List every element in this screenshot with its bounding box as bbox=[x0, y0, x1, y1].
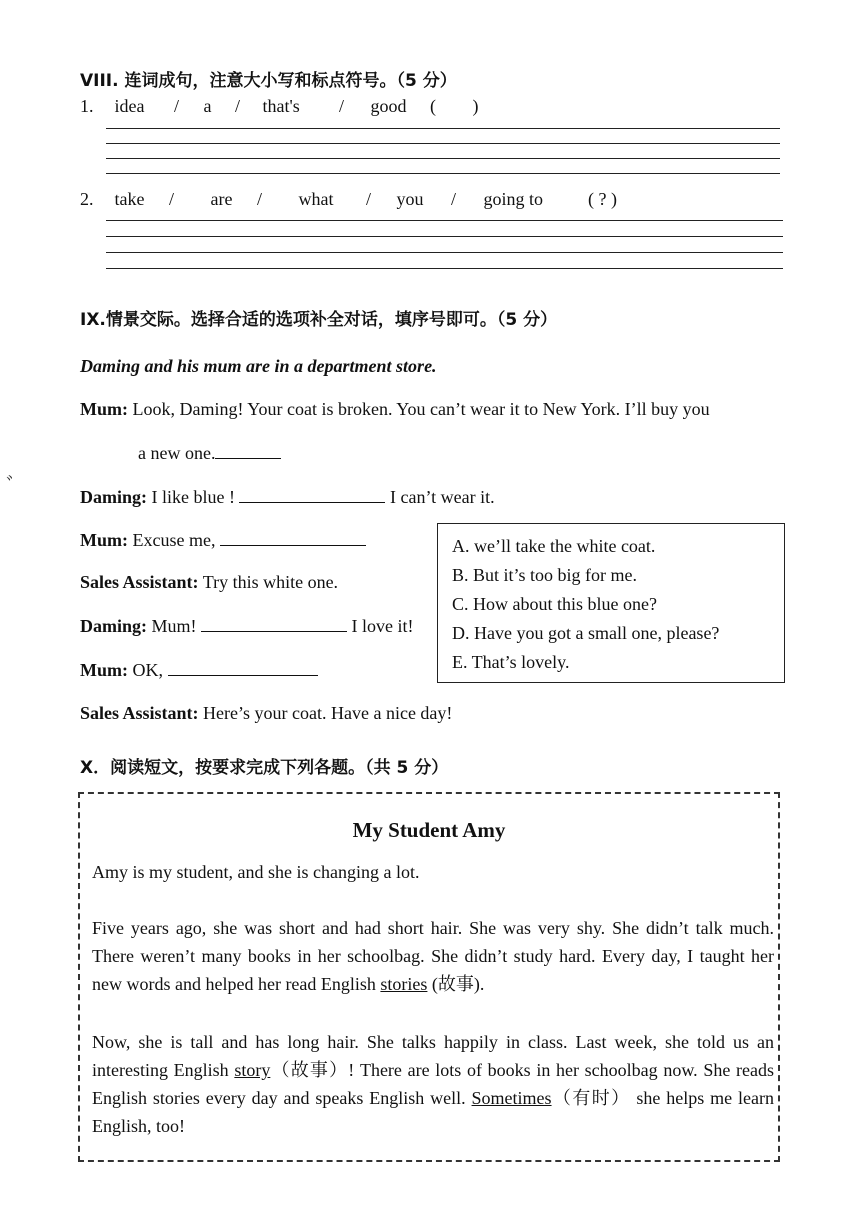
dialogue-text: I can’t wear it. bbox=[389, 487, 495, 507]
dialogue-line bbox=[80, 529, 366, 551]
dialogue-line bbox=[80, 572, 338, 593]
speaker: Mum: bbox=[80, 660, 128, 680]
passage-title: My Student Amy bbox=[352, 818, 506, 842]
dialogue-line bbox=[80, 399, 710, 420]
dialogue-text: OK, bbox=[132, 660, 163, 680]
dialogue-line bbox=[80, 486, 495, 508]
option-e: E. That’s lovely. bbox=[452, 652, 570, 672]
q2-word: take bbox=[114, 189, 145, 209]
margin-mark: ﾞ bbox=[6, 474, 18, 499]
answer-blank[interactable] bbox=[215, 442, 281, 459]
passage-paragraph-2 bbox=[92, 914, 774, 998]
underlined-word: Sometimes bbox=[471, 1088, 552, 1108]
q2-word: are bbox=[210, 189, 233, 209]
dialogue-line bbox=[80, 703, 452, 724]
dialogue-text: Excuse me, bbox=[132, 530, 216, 550]
dialogue-line bbox=[138, 442, 281, 464]
section-9-title: IX.情景交际。选择合适的选项补全对话，填序号即可。（5 分） bbox=[80, 310, 558, 330]
passage-text: (故事). bbox=[427, 974, 485, 994]
option-d: D. Have you got a small one, please? bbox=[452, 623, 720, 643]
speaker: Mum: bbox=[80, 530, 128, 550]
answer-line bbox=[106, 143, 780, 144]
underlined-word: stories bbox=[380, 974, 428, 994]
answer-line bbox=[106, 173, 780, 174]
q2-number: 2. bbox=[80, 189, 94, 209]
speaker: Sales Assistant: bbox=[80, 703, 199, 723]
answer-line bbox=[106, 220, 783, 221]
dialogue-text: Mum! bbox=[151, 616, 197, 636]
q1-number: 1. bbox=[80, 96, 94, 116]
q2-word: you bbox=[396, 189, 424, 209]
answer-blank[interactable] bbox=[168, 659, 318, 676]
answer-line bbox=[106, 252, 783, 253]
dialogue-text: Here’s your coat. Have a nice day! bbox=[203, 703, 453, 723]
question-2 bbox=[80, 189, 648, 210]
q1-word: good bbox=[370, 96, 407, 116]
answer-line bbox=[106, 268, 783, 269]
answer-blank[interactable] bbox=[220, 529, 366, 546]
q1-word: ( bbox=[430, 96, 436, 116]
speaker: Sales Assistant: bbox=[80, 572, 199, 592]
q2-word: / bbox=[366, 189, 372, 209]
reading-passage-box bbox=[78, 792, 780, 1162]
q2-word: / bbox=[257, 189, 263, 209]
answer-line bbox=[106, 128, 780, 129]
scene-description: Daming and his mum are in a department store. bbox=[80, 356, 437, 376]
q1-word: / bbox=[235, 96, 241, 116]
q1-word: / bbox=[174, 96, 180, 116]
option-c: C. How about this blue one? bbox=[452, 594, 657, 614]
q2-word: going to bbox=[483, 189, 544, 209]
option-b: B. But it’s too big for me. bbox=[452, 565, 638, 585]
speaker: Mum: bbox=[80, 399, 128, 419]
dialogue-line bbox=[80, 615, 413, 637]
passage-text: Now, she is tall and has long hair. She talks happily in class. Last week, she told us an interesting English bbox=[92, 1032, 774, 1080]
passage-text: （有时） she helps me learn English, too! bbox=[92, 1088, 774, 1136]
q2-word: / bbox=[169, 189, 175, 209]
options-box bbox=[437, 523, 785, 683]
q2-word: ( ? ) bbox=[588, 189, 617, 209]
option-a: A. we’ll take the white coat. bbox=[452, 536, 656, 556]
dialogue-text: Try this white one. bbox=[202, 572, 339, 592]
dialogue-text: Look, Daming! Your coat is broken. You can’t wear it to New York. I’ll buy you bbox=[132, 399, 710, 419]
dialogue-text: I love it! bbox=[351, 616, 414, 636]
q2-word: what bbox=[298, 189, 334, 209]
section-10-title: X．阅读短文，按要求完成下列各题。（共 5 分） bbox=[80, 758, 449, 778]
q1-word: idea bbox=[114, 96, 145, 116]
answer-blank[interactable] bbox=[201, 615, 347, 632]
q1-word: ) bbox=[472, 96, 479, 116]
answer-blank[interactable] bbox=[239, 486, 385, 503]
dialogue-text: a new one. bbox=[138, 443, 216, 463]
dialogue-text: I like blue ! bbox=[151, 487, 235, 507]
speaker: Daming: bbox=[80, 616, 147, 636]
answer-line bbox=[106, 158, 780, 159]
answer-line bbox=[106, 236, 783, 237]
underlined-word: story bbox=[234, 1060, 271, 1080]
speaker: Daming: bbox=[80, 487, 147, 507]
dialogue-line bbox=[80, 659, 318, 681]
passage-paragraph-3 bbox=[92, 1028, 774, 1140]
q1-word: a bbox=[203, 96, 212, 116]
question-1 bbox=[80, 96, 493, 117]
passage-text: （故事）! There are lots of books in her schoolbag now. She reads English stories every day and speaks English well. bbox=[92, 1060, 775, 1108]
q2-word: / bbox=[451, 189, 457, 209]
passage-paragraph-1: Amy is my student, and she is changing a lot. bbox=[92, 862, 420, 882]
passage-text: Five years ago, she was short and had short hair. She was very shy. She didn’t talk much. There weren’t many books in her schoolbag. She didn’t study hard. Every day, I taught her new words and helped her read English bbox=[92, 918, 774, 994]
q1-word: / bbox=[339, 96, 345, 116]
q1-word: that's bbox=[262, 96, 300, 116]
section-8-title: VIII. 连词成句，注意大小写和标点符号。（5 分） bbox=[80, 71, 457, 91]
